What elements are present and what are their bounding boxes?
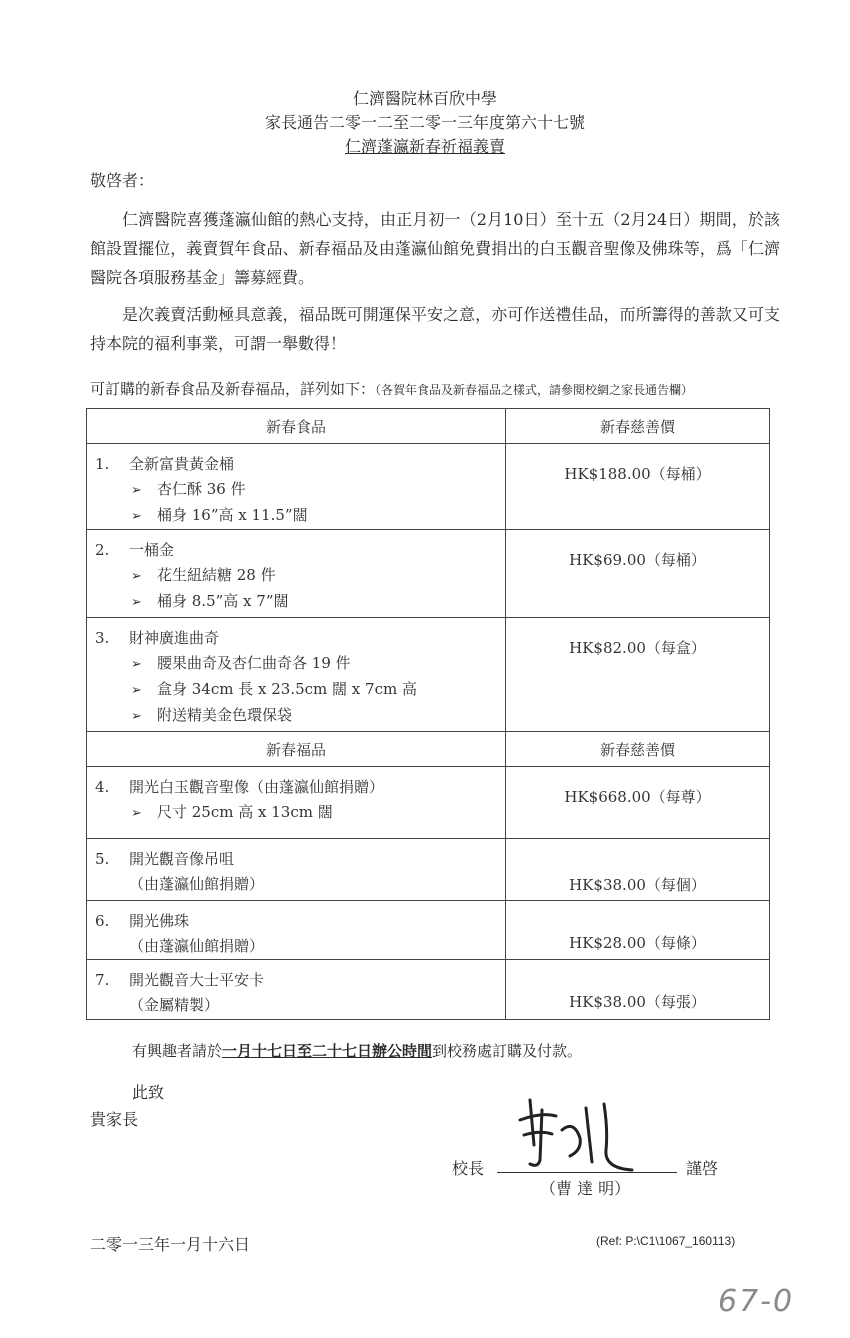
item-detail: （由蓬瀛仙館捐贈） xyxy=(129,937,265,955)
item-number: 3. xyxy=(95,629,110,647)
respect-closing: 謹啓 xyxy=(686,1159,719,1178)
item-detail: 桶身 8.5”高 x 7”闊 xyxy=(157,592,289,610)
item-detail: （由蓬瀛仙館捐贈） xyxy=(129,875,265,893)
items-intro-text: 可訂購的新春食品及新春福品，詳列如下： xyxy=(90,380,376,398)
item-number: 7. xyxy=(95,971,110,989)
item-number: 4. xyxy=(95,778,110,796)
table-row xyxy=(87,530,770,618)
item-price: HK$69.00（每桶） xyxy=(569,551,706,569)
table-row xyxy=(87,618,770,732)
item-detail: 盒身 34cm 長 x 23.5cm 闊 x 7cm 高 xyxy=(157,680,417,698)
closing-emphasis: 一月十七日至二十七日辦公時間 xyxy=(222,1042,433,1060)
food-header: 新春食品 xyxy=(87,409,506,444)
notice-subject: 仁濟蓬瀛新春祈福義賣 xyxy=(344,137,505,156)
recipient: 貴家長 xyxy=(90,1110,139,1129)
item-detail: 花生紐結糖 28 件 xyxy=(157,566,276,584)
item-price: HK$28.00（每條） xyxy=(569,934,706,952)
arrow-bullet-icon: ➢ xyxy=(131,483,142,498)
arrow-bullet-icon: ➢ xyxy=(131,709,142,724)
salutation: 敬啓者： xyxy=(90,171,155,190)
principal-signature xyxy=(512,1090,642,1175)
table-row xyxy=(87,444,770,530)
arrow-bullet-icon: ➢ xyxy=(131,569,142,584)
items-intro-note: （各賀年食品及新春福品之樣式，請參閱校網之家長通告欄） xyxy=(375,383,694,397)
item-title: 一桶金 xyxy=(129,541,175,559)
blessing-header: 新春福品 xyxy=(87,732,506,767)
arrow-bullet-icon: ➢ xyxy=(131,657,142,672)
school-name: 仁濟醫院林百欣中學 xyxy=(352,89,497,108)
item-detail: 附送精美金色環保袋 xyxy=(157,706,293,724)
item-price: HK$38.00（每張） xyxy=(569,993,706,1011)
arrow-bullet-icon: ➢ xyxy=(131,806,142,821)
item-title: 開光白玉觀音聖像（由蓬瀛仙館捐贈） xyxy=(129,778,385,796)
item-number: 2. xyxy=(95,541,110,559)
table-header-row xyxy=(87,409,770,444)
handwritten-mark: 67-0 xyxy=(718,1284,795,1319)
item-detail: 桶身 16”高 x 11.5”闊 xyxy=(157,506,308,524)
arrow-bullet-icon: ➢ xyxy=(131,595,142,610)
closing-after: 到校務處訂購及付款。 xyxy=(432,1042,583,1060)
reference-code: (Ref: P:\C1\1067_160113) xyxy=(596,1234,736,1248)
paragraph-2: 是次義賣活動極具意義，福品既可開運保平安之意，亦可作送禮佳品，而所籌得的善款又可支持本院的福利事業，可謂一舉數得！ xyxy=(90,305,780,353)
item-title: 財神廣進曲奇 xyxy=(129,629,220,647)
arrow-bullet-icon: ➢ xyxy=(131,509,142,524)
table-row xyxy=(87,960,770,1020)
item-detail: 杏仁酥 36 件 xyxy=(157,480,246,498)
item-number: 1. xyxy=(95,455,110,473)
table-row xyxy=(87,839,770,901)
items-table xyxy=(86,408,770,1020)
table-header-row xyxy=(87,732,770,767)
principal-name: （曹 達 明） xyxy=(540,1179,631,1198)
item-number: 5. xyxy=(95,850,110,868)
item-detail: （金屬精製） xyxy=(129,996,220,1014)
arrow-bullet-icon: ➢ xyxy=(131,683,142,698)
price-header: 新春慈善價 xyxy=(506,409,770,444)
item-title: 全新富貴黃金桶 xyxy=(129,455,235,473)
closing-before: 有興趣者請於 xyxy=(132,1042,223,1060)
item-title: 開光觀音大士平安卡 xyxy=(129,971,265,989)
item-title: 開光佛珠 xyxy=(129,912,190,930)
item-detail: 腰果曲奇及杏仁曲奇各 19 件 xyxy=(157,654,351,672)
item-price: HK$188.00（每桶） xyxy=(564,465,711,483)
item-price: HK$38.00（每個） xyxy=(569,876,706,894)
item-price: HK$668.00（每尊） xyxy=(564,788,711,806)
price-header: 新春慈善價 xyxy=(506,732,770,767)
items-intro xyxy=(90,378,693,399)
ci-zhi: 此致 xyxy=(132,1083,165,1102)
item-price: HK$82.00（每盒） xyxy=(569,639,706,657)
notice-date: 二零一三年一月十六日 xyxy=(90,1235,251,1254)
table-row xyxy=(87,767,770,839)
paragraph-1: 仁濟醫院喜獲蓬瀛仙館的熱心支持，由正月初一（2月10日）至十五（2月24日）期間，於該館設置擺位，義賣賀年食品、新春福品及由蓬瀛仙館免費捐出的白玉觀音聖像及佛珠等，爲「仁濟醫院各項服務基金」籌募經費。 xyxy=(90,210,780,287)
closing-sentence xyxy=(132,1040,582,1061)
item-number: 6. xyxy=(95,912,110,930)
item-detail: 尺寸 25cm 高 x 13cm 闊 xyxy=(157,803,333,821)
notice-number: 家長通告二零一二至二零一三年度第六十七號 xyxy=(264,113,585,132)
item-title: 開光觀音像吊咀 xyxy=(129,850,235,868)
principal-label: 校長 xyxy=(452,1159,485,1178)
table-row xyxy=(87,901,770,960)
